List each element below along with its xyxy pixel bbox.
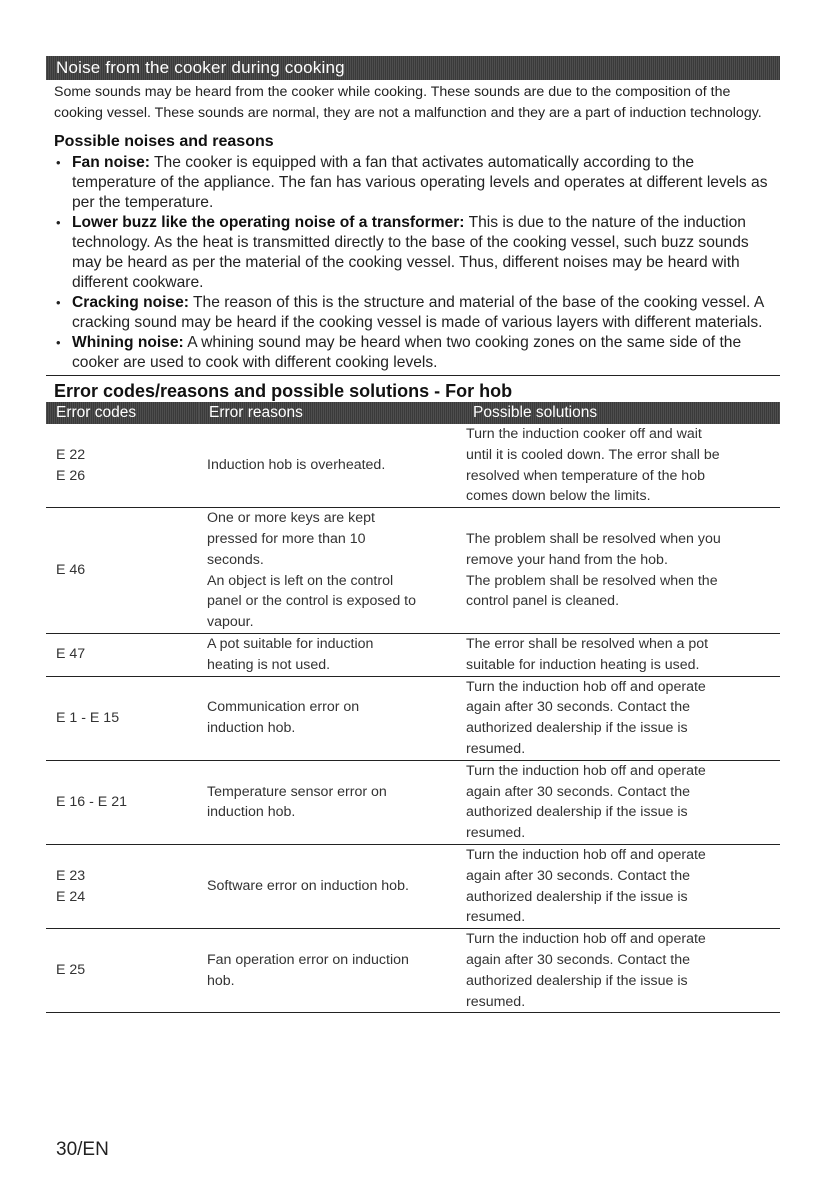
error-code-cell xyxy=(46,424,199,508)
header-error-reasons: Error reasons xyxy=(199,402,463,424)
error-reason-cell xyxy=(199,844,463,928)
error-solution-line: resolved when temperature of the hob xyxy=(466,467,705,484)
error-reason-line: induction hob. xyxy=(207,720,296,737)
error-solution-line: Turn the induction hob off and operate xyxy=(466,678,706,695)
error-reason-line: An object is left on the control xyxy=(207,572,394,589)
error-reason-cell xyxy=(199,676,463,760)
error-code-line: E 16 - E 21 xyxy=(56,793,127,810)
noise-item xyxy=(54,333,772,373)
error-solution-line: again after 30 seconds. Contact the xyxy=(466,867,690,884)
noise-description: This is due to the nature of the induction technology. As the heat is transmitted directly to the base of the cooking vessel, such buzz sounds may be heard as per the material of the cooking vessel. Thus, different noises may be heard with different cookware. xyxy=(72,214,749,291)
error-solution-cell xyxy=(463,676,780,760)
error-solution-line: authorized dealership if the issue is xyxy=(466,972,688,989)
error-reason-cell xyxy=(199,760,463,844)
error-solution-line: Turn the induction cooker off and wait xyxy=(466,426,702,442)
error-codes-table xyxy=(46,402,780,1013)
error-reason-line: hob. xyxy=(207,972,235,989)
error-reason-line: Fan operation error on induction xyxy=(207,951,409,968)
error-solution-line: again after 30 seconds. Contact the xyxy=(466,783,690,800)
error-solution-cell xyxy=(463,633,780,676)
error-solution-line: The problem shall be resolved when you xyxy=(466,530,721,547)
noise-section-title: Noise from the cooker during cooking xyxy=(46,56,780,80)
error-solution-cell xyxy=(463,760,780,844)
error-code-line: E 24 xyxy=(56,888,86,905)
error-code-cell xyxy=(46,929,199,1013)
error-reason-line: One or more keys are kept xyxy=(207,510,375,527)
table-row xyxy=(46,844,780,928)
table-row xyxy=(46,760,780,844)
noise-item xyxy=(54,153,772,213)
error-table-body xyxy=(46,424,780,1013)
error-reason-line: pressed for more than 10 xyxy=(207,530,366,547)
error-code-cell xyxy=(46,508,199,634)
header-error-codes: Error codes xyxy=(46,402,199,424)
error-solution-cell xyxy=(463,508,780,634)
error-solution-line: authorized dealership if the issue is xyxy=(466,720,688,737)
possible-noises-heading: Possible noises and reasons xyxy=(54,133,274,150)
table-row xyxy=(46,633,780,676)
header-possible-solutions: Possible solutions xyxy=(463,402,780,424)
error-solution-line: Turn the induction hob off and operate xyxy=(466,931,706,948)
noise-term: Fan noise: xyxy=(72,154,150,171)
error-solution-line: until it is cooled down. The error shall be xyxy=(466,446,720,463)
table-row xyxy=(46,424,780,508)
noise-term: Lower buzz like the operating noise of a transformer: xyxy=(72,214,465,231)
error-code-line: E 26 xyxy=(56,467,86,484)
error-code-cell xyxy=(46,676,199,760)
error-reason-line: panel or the control is exposed to xyxy=(207,593,417,610)
noise-term: Whining noise: xyxy=(72,334,184,351)
error-solution-cell xyxy=(463,929,780,1013)
error-solution-line: resumed. xyxy=(466,825,526,842)
error-solution-line: remove your hand from the hob. xyxy=(466,551,668,568)
error-solution-line: again after 30 seconds. Contact the xyxy=(466,699,690,716)
error-solution-cell xyxy=(463,424,780,508)
section-divider xyxy=(46,375,780,376)
noise-term: Cracking noise: xyxy=(72,294,189,311)
error-reason-cell xyxy=(199,929,463,1013)
table-row xyxy=(46,508,780,634)
noise-description: The cooker is equipped with a fan that activates automatically according to the temperature of the appliance. The fan has various operating levels and operates at different levels as per the temperature. xyxy=(72,154,768,211)
error-reason-cell xyxy=(199,424,463,508)
table-header-row xyxy=(46,402,780,424)
error-reason-line: Software error on induction hob. xyxy=(207,878,409,895)
error-section-title: Error codes/reasons and possible solutions - For hob xyxy=(54,381,513,401)
error-solution-line: The error shall be resolved when a pot xyxy=(466,635,709,652)
error-reason-line: induction hob. xyxy=(207,804,296,821)
error-code-cell xyxy=(46,633,199,676)
error-solution-line: control panel is cleaned. xyxy=(466,593,620,610)
error-solution-line: resumed. xyxy=(466,993,526,1010)
noise-item xyxy=(54,213,772,293)
error-reason-line: A pot suitable for induction xyxy=(207,635,374,652)
error-code-cell xyxy=(46,760,199,844)
error-code-line: E 46 xyxy=(56,562,86,579)
error-solution-line: authorized dealership if the issue is xyxy=(466,804,688,821)
table-row xyxy=(46,929,780,1013)
error-reason-line: heating is not used. xyxy=(207,656,331,673)
error-code-line: E 23 xyxy=(56,867,86,884)
table-row xyxy=(46,676,780,760)
noise-description: The reason of this is the structure and material of the base of the cooking vessel. A cracking sound may be heard if the cooking vessel is made of various layers with different materials. xyxy=(72,294,764,331)
noise-item xyxy=(54,293,772,333)
error-reason-cell xyxy=(199,508,463,634)
error-solution-line: suitable for induction heating is used. xyxy=(466,656,700,673)
error-code-cell xyxy=(46,844,199,928)
error-reason-line: Induction hob is overheated. xyxy=(207,457,386,474)
page-number: 30/EN xyxy=(56,1139,109,1160)
noise-intro-paragraph: Some sounds may be heard from the cooker while cooking. These sounds are due to the composition of the cooking vessel. These sounds are normal, they are not a malfunction and they are a part of induction technology. xyxy=(54,84,762,121)
error-solution-line: again after 30 seconds. Contact the xyxy=(466,951,690,968)
error-code-line: E 22 xyxy=(56,446,86,463)
error-reason-cell xyxy=(199,633,463,676)
error-reason-line: Temperature sensor error on xyxy=(207,783,387,800)
noise-description: A whining sound may be heard when two cooking zones on the same side of the cooker are used to cook with different cooking levels. xyxy=(72,334,742,371)
error-code-line: E 1 - E 15 xyxy=(56,709,120,726)
noise-list xyxy=(46,153,780,373)
error-solution-line: comes down below the limits. xyxy=(466,488,651,505)
error-reason-line: Communication error on xyxy=(207,699,360,716)
error-code-line: E 47 xyxy=(56,646,86,663)
manual-page xyxy=(46,56,780,1013)
error-reason-line: vapour. xyxy=(207,614,254,631)
error-solution-line: resumed. xyxy=(466,740,526,757)
error-solution-line: Turn the induction hob off and operate xyxy=(466,846,706,863)
error-code-line: E 25 xyxy=(56,962,86,979)
error-solution-line: resumed. xyxy=(466,909,526,926)
error-solution-cell xyxy=(463,844,780,928)
error-solution-line: The problem shall be resolved when the xyxy=(466,572,718,589)
error-solution-line: Turn the induction hob off and operate xyxy=(466,762,706,779)
error-reason-line: seconds. xyxy=(207,551,264,568)
error-solution-line: authorized dealership if the issue is xyxy=(466,888,688,905)
